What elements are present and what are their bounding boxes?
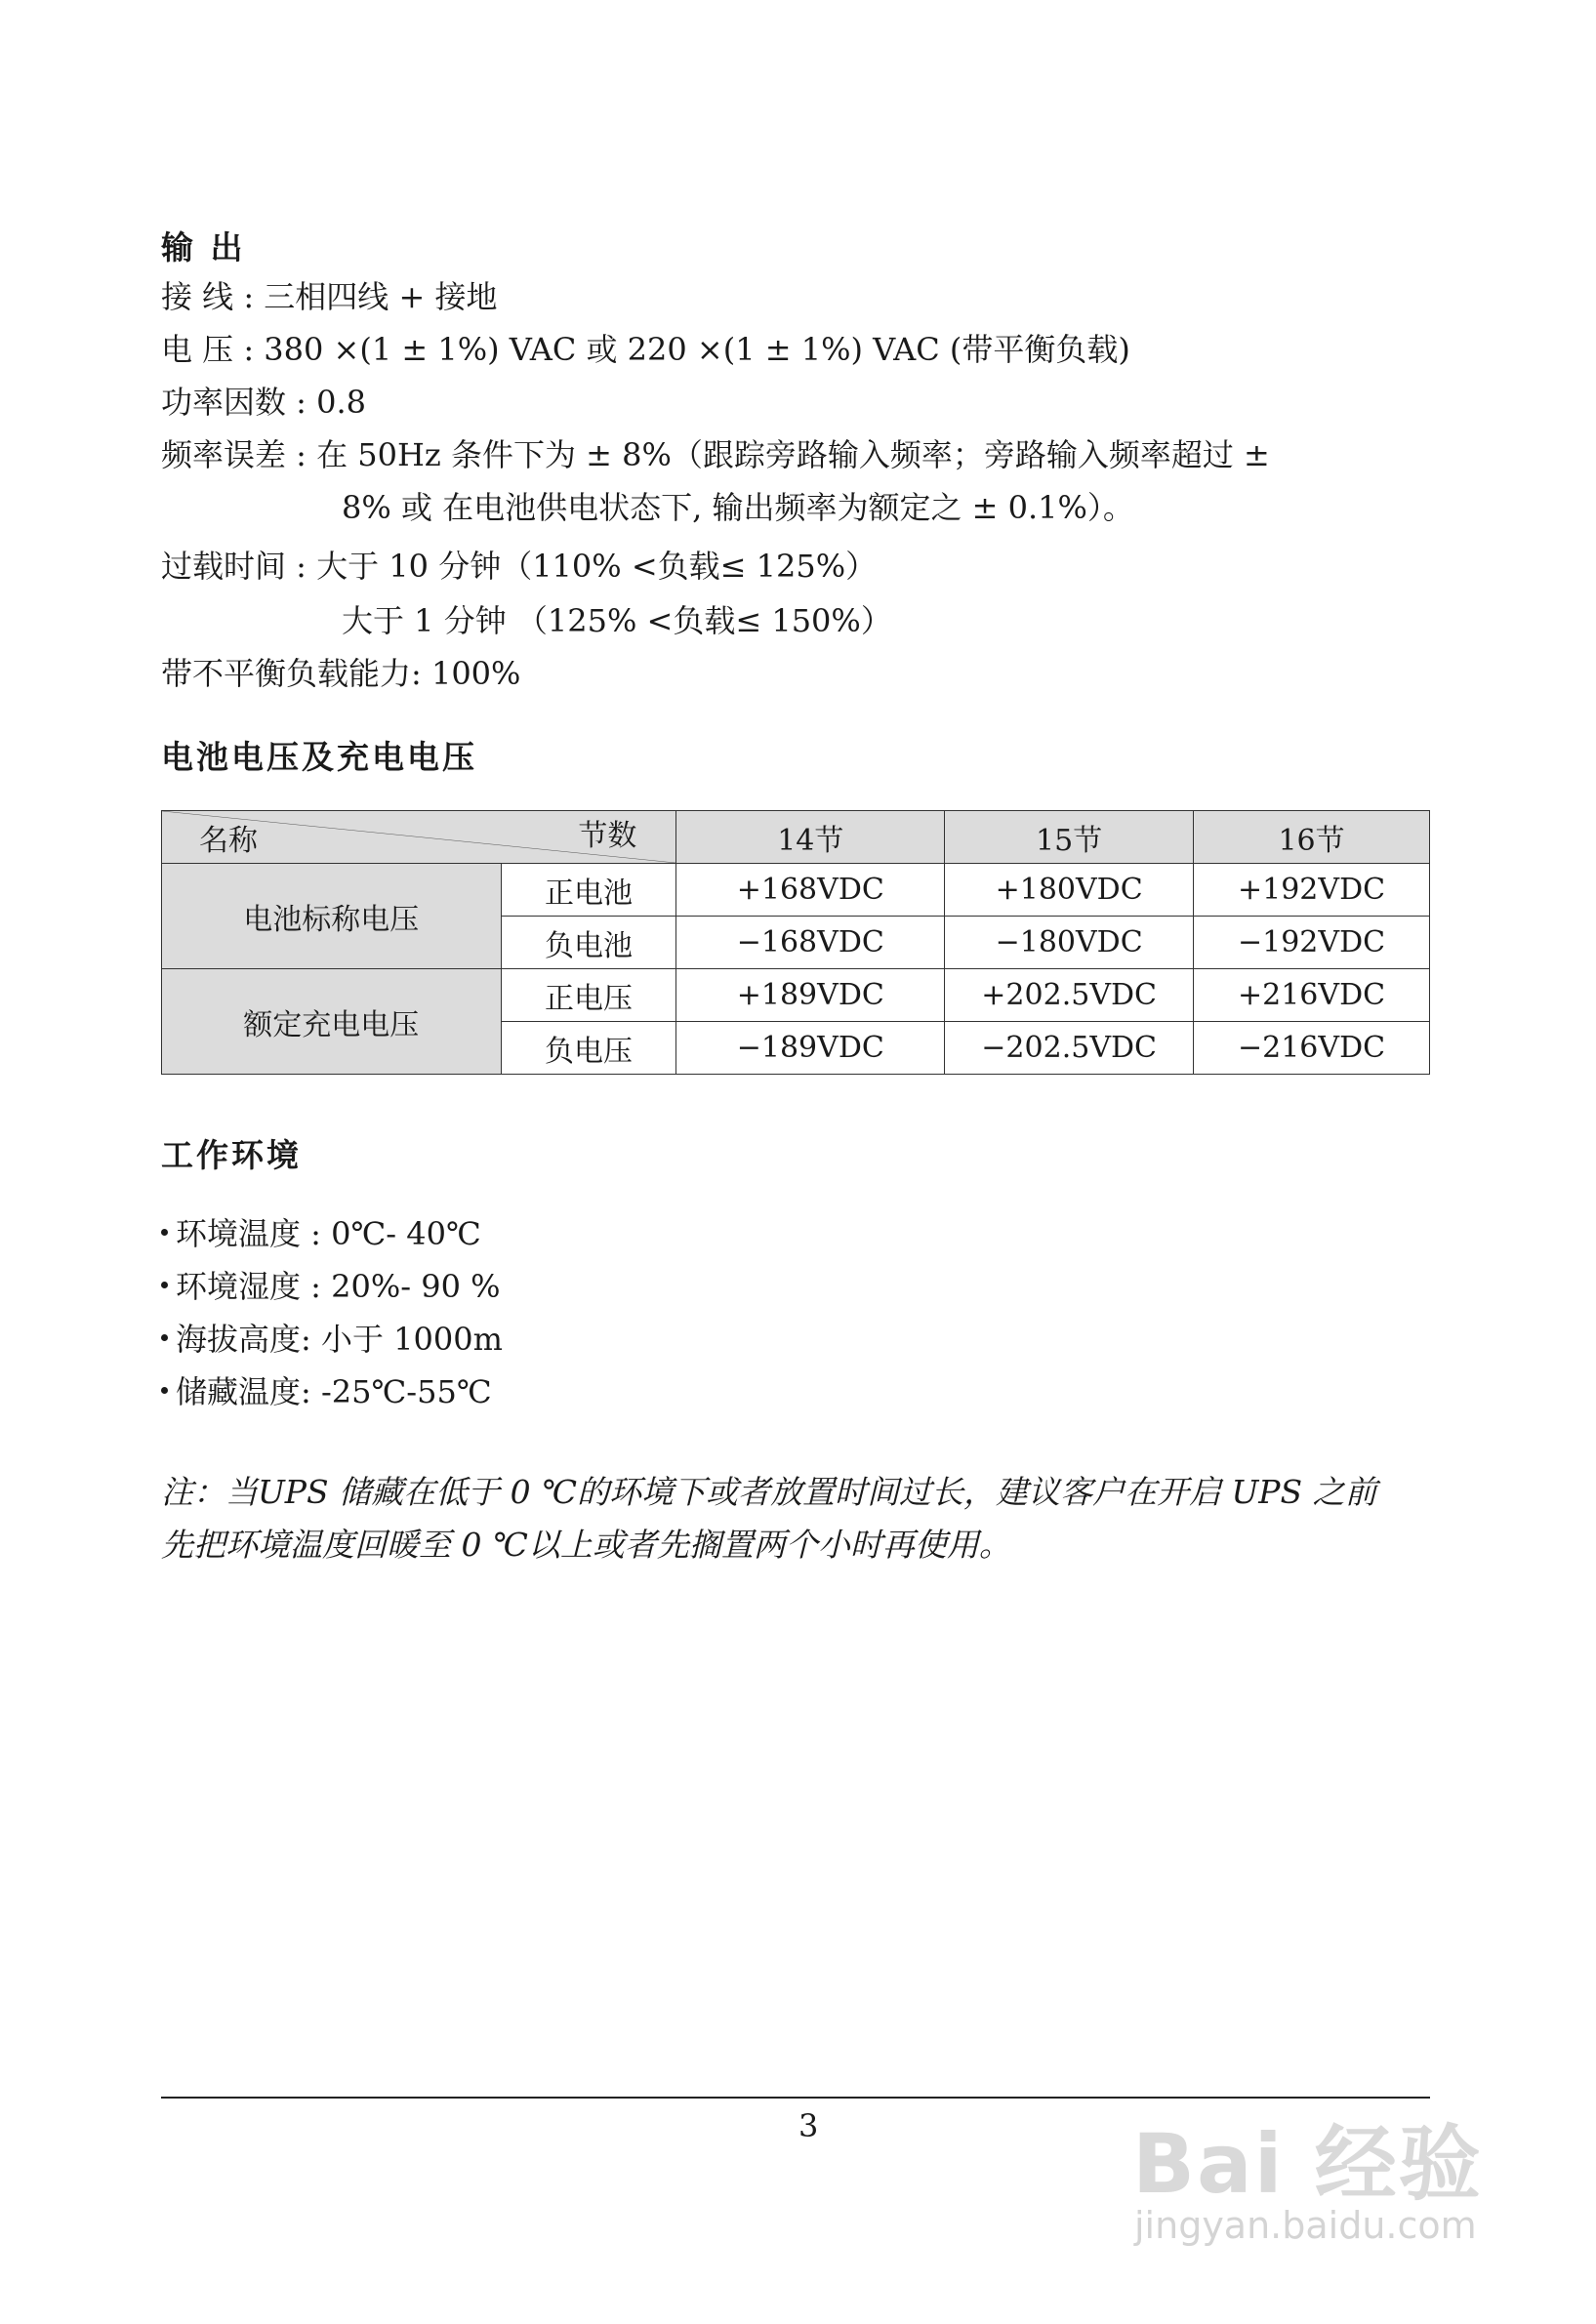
table-cell: +168VDC bbox=[676, 864, 945, 917]
note-line-1: 注：当UPS 储藏在低于 0 ℃的环境下或者放置时间过长，建议客户在开启 UPS 之前 bbox=[161, 1473, 1377, 1511]
header-name-label: 名称 bbox=[199, 824, 258, 858]
row-label: 负电池 bbox=[501, 917, 676, 969]
column-header-16: 16节 bbox=[1194, 811, 1430, 864]
table-cell: −168VDC bbox=[676, 917, 945, 969]
watermark-url: jingyan.baidu.com bbox=[1134, 2204, 1477, 2247]
list-item bbox=[161, 1214, 481, 1253]
column-header-14: 14节 bbox=[676, 811, 945, 864]
table-header-row bbox=[162, 811, 1430, 864]
bullet-icon bbox=[161, 1282, 168, 1288]
list-item bbox=[161, 1320, 503, 1359]
list-item bbox=[161, 1372, 492, 1411]
page-number: 3 bbox=[798, 2107, 819, 2144]
table-cell: +192VDC bbox=[1194, 864, 1430, 917]
environment-heading: 工作环境 bbox=[161, 1136, 302, 1174]
watermark-logo: Bai 经验 bbox=[1132, 2116, 1483, 2212]
env-altitude: 海拔高度: 小于 1000m bbox=[176, 1321, 503, 1358]
wiring-line: 接 线 : 三相四线 + 接地 bbox=[161, 278, 498, 315]
env-temperature: 环境温度 : 0℃- 40℃ bbox=[176, 1215, 481, 1252]
table-cell: −189VDC bbox=[676, 1022, 945, 1075]
overload-line-2: 大于 1 分钟 （125% <负载≤ 150%） bbox=[342, 602, 892, 639]
bullet-icon bbox=[161, 1229, 168, 1236]
table-cell: −216VDC bbox=[1194, 1022, 1430, 1075]
output-heading: 输 出 bbox=[161, 228, 246, 266]
unbalanced-load-line: 带不平衡负载能力: 100% bbox=[161, 655, 521, 692]
header-diagonal-cell bbox=[162, 811, 676, 864]
table-cell: −180VDC bbox=[945, 917, 1194, 969]
overload-line-1: 过载时间 : 大于 10 分钟（110% <负载≤ 125%） bbox=[161, 548, 878, 585]
frequency-line-1: 频率误差 : 在 50Hz 条件下为 ± 8%（跟踪旁路输入频率；旁路输入频率超过 ± bbox=[161, 436, 1270, 473]
table-cell: +202.5VDC bbox=[945, 969, 1194, 1022]
row-label: 正电压 bbox=[501, 969, 676, 1022]
power-factor-line: 功率因数 : 0.8 bbox=[161, 384, 367, 421]
table-cell: +216VDC bbox=[1194, 969, 1430, 1022]
table-cell: −202.5VDC bbox=[945, 1022, 1194, 1075]
voltage-line: 电 压 : 380 ×(1 ± 1%) VAC 或 220 ×(1 ± 1%) VAC (带平衡负载) bbox=[161, 331, 1130, 368]
group-label-charge: 额定充电电压 bbox=[162, 969, 502, 1075]
table-row bbox=[162, 969, 1430, 1022]
list-item bbox=[161, 1267, 501, 1306]
bullet-icon bbox=[161, 1387, 168, 1394]
note-line-2: 先把环境温度回暖至 0 ℃以上或者先搁置两个小时再使用。 bbox=[161, 1526, 1011, 1564]
row-label: 负电压 bbox=[501, 1022, 676, 1075]
column-header-15: 15节 bbox=[945, 811, 1194, 864]
bullet-icon bbox=[161, 1334, 168, 1341]
group-label-nominal: 电池标称电压 bbox=[162, 864, 502, 969]
table-row bbox=[162, 864, 1430, 917]
battery-heading: 电池电压及充电电压 bbox=[161, 738, 477, 776]
row-label: 正电池 bbox=[501, 864, 676, 917]
table-cell: +180VDC bbox=[945, 864, 1194, 917]
env-storage-temperature: 储藏温度: -25℃-55℃ bbox=[176, 1373, 492, 1410]
frequency-line-2: 8% 或 在电池供电状态下, 输出频率为额定之 ± 0.1%）。 bbox=[342, 489, 1134, 526]
header-sections-label: 节数 bbox=[578, 819, 637, 853]
table-cell: −192VDC bbox=[1194, 917, 1430, 969]
table-cell: +189VDC bbox=[676, 969, 945, 1022]
battery-voltage-table bbox=[161, 810, 1430, 1075]
env-humidity: 环境湿度 : 20%- 90 % bbox=[176, 1268, 501, 1305]
